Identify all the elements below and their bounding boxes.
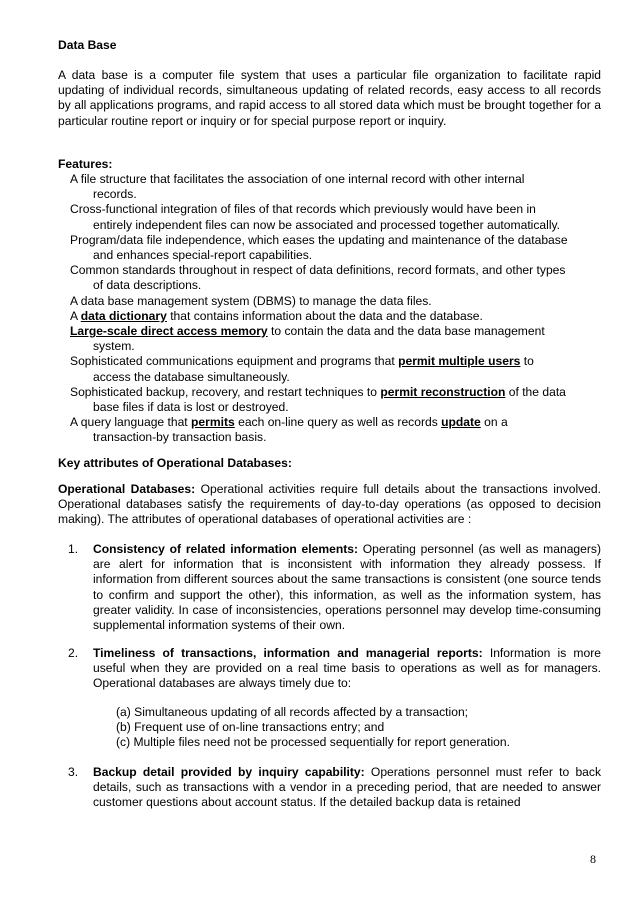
feature-1-cont: records. [93,187,137,202]
feature-3: Program/data file independence, which eases the updating and maintenance of the database [70,232,568,247]
feature-7-cont: system. [93,339,135,354]
operational-label: Operational Databases: [58,482,196,496]
features-list [70,172,601,446]
feature-7-post: to contain the data and the data base management [271,324,545,339]
feature-3-cont: and enhances special-report capabilities. [93,248,313,263]
feature-2-cont: entirely independent files can now be associated and processed together automatically. [93,217,561,232]
feature-9 [70,385,601,400]
feature-10-post: on a [484,415,508,430]
feature-8-cont: access the database simultaneously. [93,369,290,384]
feature-10 [70,415,601,430]
feature-6 [70,309,601,324]
feature-7 [70,324,601,339]
feature-8-pre: Sophisticated communications equipment and programs that [70,354,395,369]
feature-4-cont: of data descriptions. [93,278,202,293]
item-3-number: 3. [68,765,79,779]
feature-2: Cross-functional integration of files of that records which previously would have been in [70,202,536,217]
feature-6-pre: A [70,308,78,323]
subitem-a: (a) Simultaneous updating of all records affected by a transaction; [116,705,469,719]
feature-9-cont: base files if data is lost or destroyed. [93,400,289,415]
feature-8 [70,354,601,369]
intro-paragraph: A data base is a computer file system that uses a particular file organization to facilitate rapid updating of individual records, simultaneous updating of related records, easy access to all records by all applications programs, and rapid access to all stored data which must be brought together for a particular routine report or inquiry or for special purpose report or inquiry. [58,68,601,128]
subitem-b: (b) Frequent use of on-line transactions entry; and [116,720,385,734]
feature-8-emphasis: permit multiple users [398,354,521,369]
item-1-body: Operating personnel (as well as managers) are alert for information that is inconsistent with information they already possess. If information from different sources about the same transactions is consistent (one source tends to confirm and support the other), this information, as well as the information system, has greater validity. In case of inconsistencies, operations personnel may develop time-consuming supplemental information systems of their own. [93,542,601,633]
item-3-title: Backup detail provided by inquiry capability: [93,765,365,779]
page-title: Data Base [58,38,117,52]
feature-9-emphasis: permit reconstruction [380,384,506,399]
item-1-title: Consistency of related information elements: [93,542,358,556]
operational-text: Operational activities require full details about the transactions involved. Operational databases satisfy the requirements of day-to-day operations (as opposed to decision making). The attributes of operational databases of operational activities are : [58,482,601,527]
item-2-number: 2. [68,646,79,660]
key-attributes-heading: Key attributes of Operational Databases: [58,456,292,470]
subitem-c: (c) Multiple files need not be processed sequentially for report generation. [116,735,510,749]
page-number: 8 [590,852,596,866]
feature-6-emphasis: data dictionary [80,308,167,323]
feature-9-pre: Sophisticated backup, recovery, and restart techniques to [70,384,377,399]
feature-10-pre: A query language that [70,415,188,430]
item-2-text [93,646,601,692]
item-1-text [93,542,601,633]
feature-10-mid: each on-line query as well as records [238,415,438,430]
item-2-title: Timeliness of transactions, information and managerial reports: [93,646,483,660]
feature-4: Common standards throughout in respect of data definitions, record formats, and other types [70,263,566,278]
feature-10-emphasis-1: permits [191,415,235,430]
features-heading: Features: [58,157,113,171]
feature-5: A data base management system (DBMS) to manage the data files. [70,293,432,308]
feature-10-cont: transaction-by transaction basis. [93,430,267,445]
feature-7-emphasis: Large-scale direct access memory [70,324,268,339]
feature-9-post: of the data [508,384,566,399]
feature-10-emphasis-2: update [441,415,481,430]
item-2-body: Information is more useful when they are provided on a real time basis to operations as well as for managers. Operational databases are always timely due to: [93,646,601,691]
feature-8-post: to [523,354,534,369]
item-3-text [93,765,601,811]
operational-paragraph [58,482,601,528]
feature-6-post: that contains information about the data and the database. [170,308,483,323]
item-3-body: Operations personnel must refer to back details, such as transactions with a vendor in a preceding period, that are needed to answer customer questions about account status. If the detailed backup data is retained [93,765,601,810]
item-1-number: 1. [68,542,79,556]
feature-1: A file structure that facilitates the association of one internal record with other internal [70,172,525,186]
